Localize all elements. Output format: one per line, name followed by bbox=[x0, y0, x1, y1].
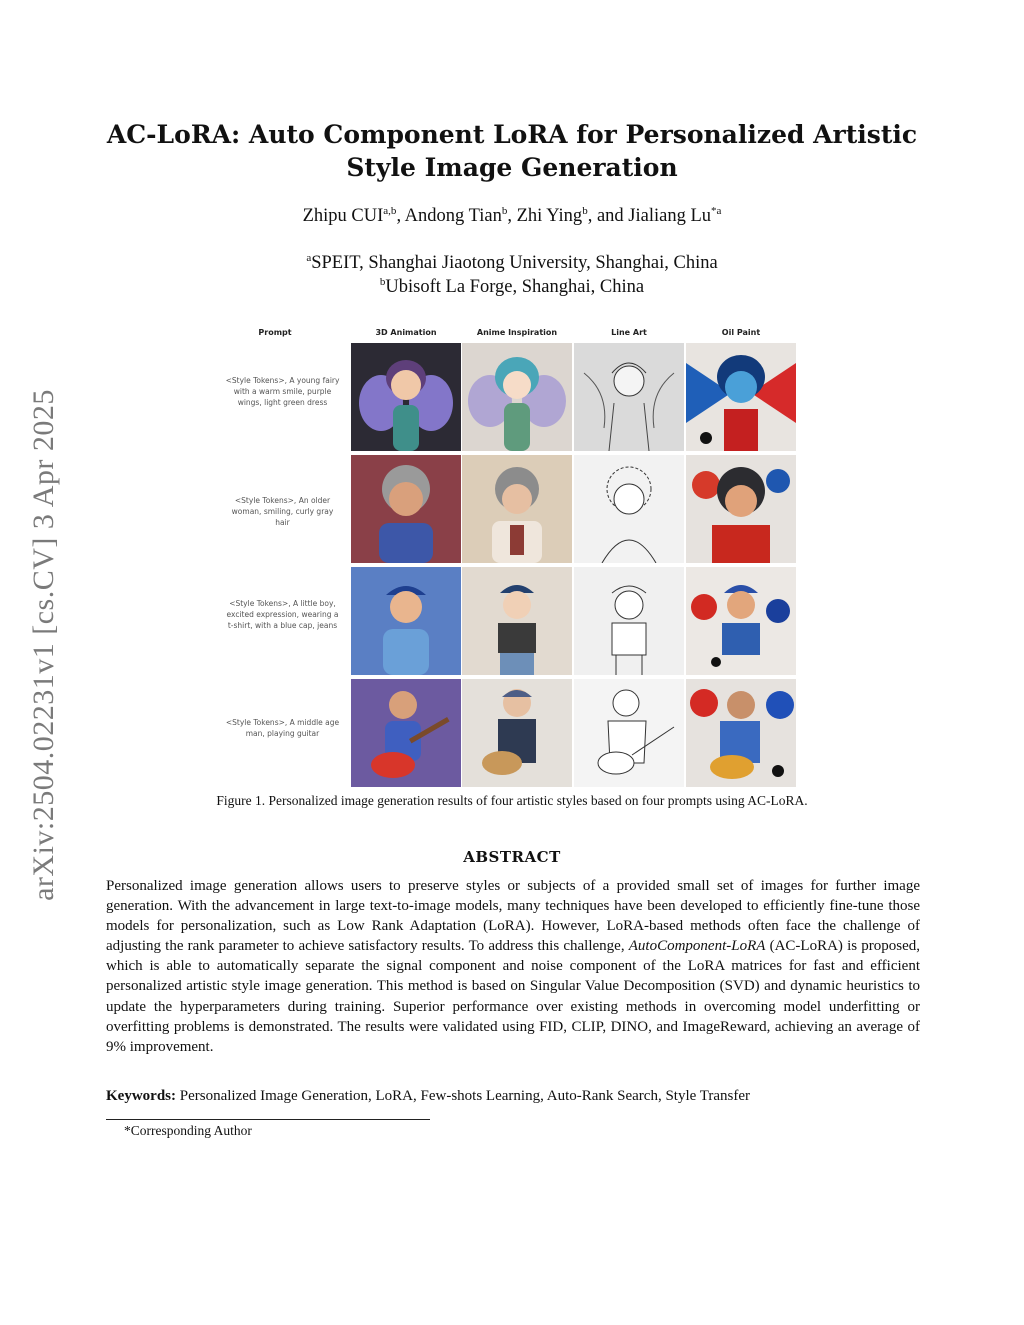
author-name: Jialiang Lu bbox=[628, 206, 711, 227]
title-line-2: Style Image Generation bbox=[346, 153, 678, 182]
author-separator: , and bbox=[587, 206, 629, 227]
author-separator: , bbox=[396, 206, 405, 227]
footnote-corresponding-author: *Corresponding Author bbox=[124, 1123, 252, 1138]
prompt-text-guitar-man: <Style Tokens>, A middle age man, playing guitar bbox=[225, 718, 340, 738]
image-fairy-line-art bbox=[574, 343, 684, 451]
abstract-text-part-1: Personalized image generation allows users to preserve styles or subjects of a provided small set of images for further image generation. With the advancement in large text-to-image models, many techniques have been developed to efficiently fine-tune those models for personalization, such as Low Rank Adaptation (LoRA). However, LoRA-based methods often face the challenge of adjusting the rank parameter to achieve satisfactory results. To address this challenge, bbox=[106, 878, 920, 955]
figure-caption: Figure 1. Personalized image generation results of four artistic styles based on four prompts using AC-LoRA. bbox=[216, 793, 808, 808]
paper-title bbox=[100, 118, 924, 184]
image-guitar-man-oil-paint bbox=[686, 679, 796, 787]
image-boy-anime bbox=[462, 567, 572, 675]
prompt-text-older-woman: <Style Tokens>, An older woman, smiling, curly gray hair bbox=[231, 496, 334, 527]
prompt-text-little-boy: <Style Tokens>, A little boy, excited expression, wearing a t-shirt, with a blue cap, jeans bbox=[226, 599, 339, 630]
image-guitar-man-3d bbox=[351, 679, 461, 787]
affiliation-text: Ubisoft La Forge, Shanghai, China bbox=[385, 277, 645, 298]
abstract-heading: ABSTRACT bbox=[463, 848, 561, 866]
image-fairy-3d bbox=[351, 343, 461, 451]
image-woman-line-art bbox=[574, 455, 684, 563]
prompt-text-fairy: <Style Tokens>, A young fairy with a warm smile, purple wings, light green dress bbox=[225, 376, 340, 407]
affiliation-text: SPEIT, Shanghai Jiaotong University, Shanghai, China bbox=[311, 253, 718, 274]
affiliation-b bbox=[100, 271, 924, 299]
author-affiliation-mark: b bbox=[501, 205, 508, 217]
image-fairy-anime bbox=[462, 343, 572, 451]
column-header-prompt: Prompt bbox=[258, 328, 292, 337]
image-fairy-oil-paint bbox=[686, 343, 796, 451]
column-header-3d-animation: 3D Animation bbox=[375, 328, 437, 337]
keywords bbox=[106, 1088, 920, 1105]
author-affiliation-mark: b bbox=[582, 205, 588, 217]
author-name: Zhipu CUI bbox=[302, 206, 384, 227]
image-woman-anime bbox=[462, 455, 572, 563]
author-name: Andong Tian bbox=[404, 206, 502, 227]
image-boy-oil-paint bbox=[686, 567, 796, 675]
author-name: Zhi Ying bbox=[516, 206, 583, 227]
title-line-1: AC-LoRA: Auto Component LoRA for Personalized Artistic bbox=[106, 120, 918, 149]
affiliation-mark: b bbox=[379, 276, 386, 288]
arxiv-id-text: arXiv:2504.02231v1 [cs.CV] 3 Apr 2025 bbox=[27, 389, 60, 901]
column-header-oil-paint: Oil Paint bbox=[721, 328, 761, 337]
figure-style-grid bbox=[220, 325, 800, 790]
image-guitar-man-anime bbox=[462, 679, 572, 787]
author-list bbox=[100, 205, 924, 227]
abstract-body bbox=[106, 876, 920, 1057]
author-separator: , bbox=[507, 206, 517, 227]
abstract-text-part-2: (AC-LoRA) is proposed, which is able to automatically separate the signal component and noise component of the LoRA matrices for fast and efficient personalized artistic style image generation. This method is based on Singular Value Decomposition (SVD) and dynamic heuristics to update the hyperparameters during training. Superior performance over existing methods in overcoming model underfitting or overfitting problems is demonstrated. The results were validated using FID, CLIP, DINO, and ImageReward, achieving an average of 9% improvement. bbox=[106, 938, 920, 1055]
image-woman-3d bbox=[351, 455, 461, 563]
abstract-method-name: AutoComponent-LoRA bbox=[628, 938, 766, 955]
column-header-line-art: Line Art bbox=[611, 328, 647, 337]
image-woman-oil-paint bbox=[686, 455, 796, 563]
footnote-divider bbox=[106, 1119, 430, 1120]
image-guitar-man-line-art bbox=[574, 679, 684, 787]
column-header-anime: Anime Inspiration bbox=[476, 328, 558, 337]
keywords-label: Keywords: bbox=[106, 1088, 176, 1104]
author-affiliation-mark: a,b bbox=[383, 205, 397, 217]
keywords-list: Personalized Image Generation, LoRA, Few-shots Learning, Auto-Rank Search, Style Transfer bbox=[176, 1088, 751, 1104]
image-boy-3d bbox=[351, 567, 461, 675]
author-affiliation-mark: *a bbox=[711, 205, 722, 217]
affiliation-mark: a bbox=[306, 252, 312, 264]
image-boy-line-art bbox=[574, 567, 684, 675]
